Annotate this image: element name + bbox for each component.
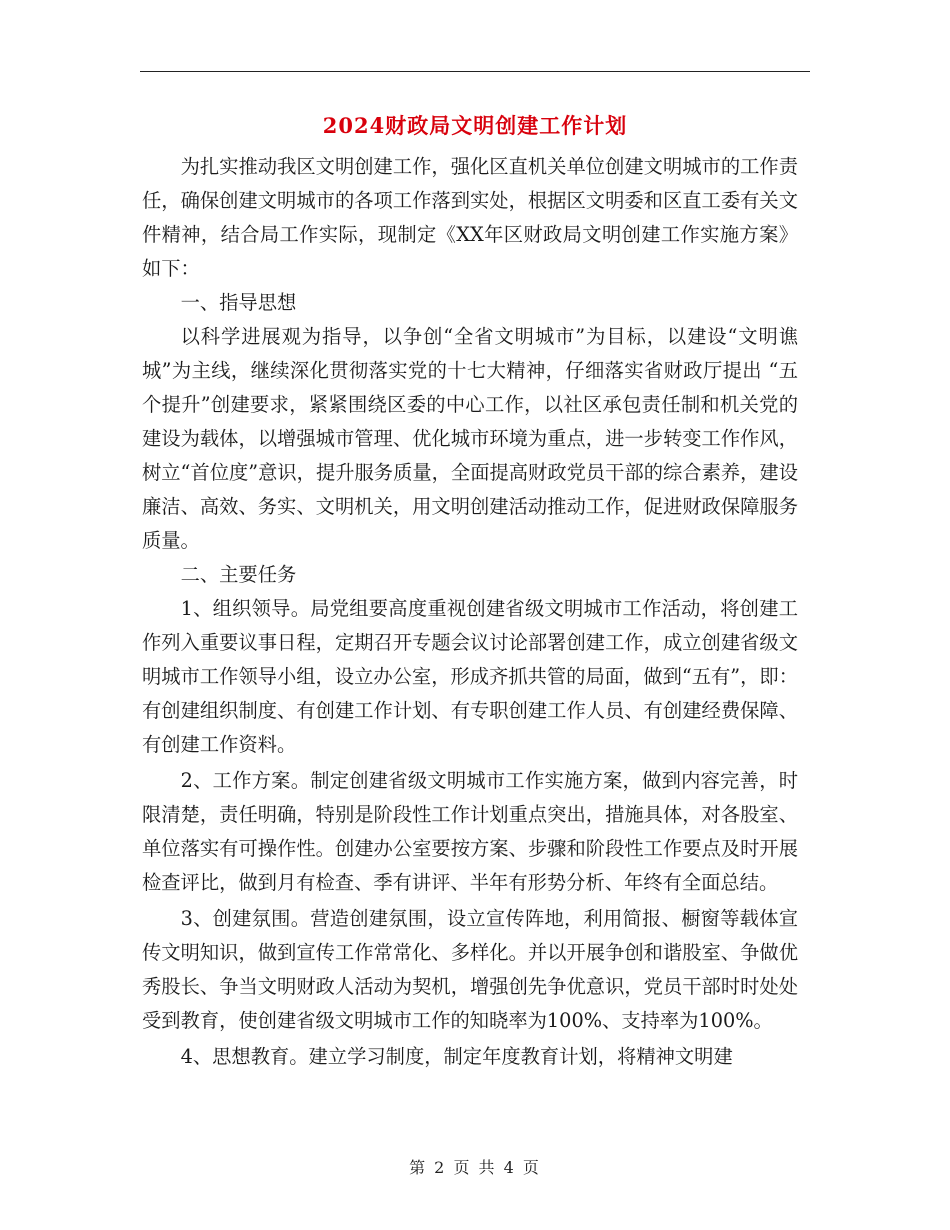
page-number-footer: 第 2 页 共 4 页 — [409, 1158, 541, 1177]
task-paragraph-organization: 1、组织领导。局党组要高度重视创建省级文明城市工作活动，将创建工作列入重要议事日程，定期召开专题会议讨论部署创建工作，成立创建省级文明城市工作领导小组，设立办公室，形成齐抓共管的局面，做到“五有”，即：有创建组织制度、有创建工作计划、有专职创建工作人员、有创建经费保障、有创建工作资料。 — [142, 597, 798, 756]
document-title: 2024财政局文明创建工作计划 — [322, 113, 628, 138]
task-paragraph-work-plan: 2、工作方案。制定创建省级文明城市工作实施方案，做到内容完善，时限清楚，责任明确，特别是阶段性工作计划重点突出，措施具体，对各股室、单位落实有可操作性。创建办公室要按方案、步骤和阶段性工作要点及时开展检查评比，做到月有检查、季有讲评、半年有形势分析、年终有全面总结。 — [142, 769, 798, 894]
task-paragraph-atmosphere: 3、创建氛围。营造创建氛围，设立宣传阵地，利用简报、橱窗等载体宣传文明知识，做到宣传工作常常化、多样化。并以开展争创和谐股室、争做优秀股长、争当文明财政人活动为契机，增强创先争优意识，党员干部时时处处受到教育，使创建省级文明城市工作的知晓率为100%、支持率为100%。 — [142, 907, 798, 1032]
header-rule — [140, 71, 810, 72]
intro-paragraph: 为扎实推动我区文明创建工作，强化区直机关单位创建文明城市的工作责任，确保创建文明城市的各项工作落到实处，根据区文明委和区直工委有关文件精神，结合局工作实际，现制定《XX年区财政局文明创建工作实施方案》如下： — [142, 155, 798, 280]
document-body — [142, 150, 798, 1074]
section-heading-main-tasks: 二、主要任务 — [180, 563, 297, 586]
task-paragraph-education: 4、思想教育。建立学习制度，制定年度教育计划，将精神文明建 — [180, 1045, 733, 1068]
guiding-ideology-paragraph: 以科学进展观为指导，以争创“全省文明城市”为目标，以建设“文明谯城”为主线，继续深化贯彻落实党的十七大精神，仔细落实省财政厅提出 “五个提升”创建要求，紧紧围绕区委的中心工作，以社区承包责任制和机关党的建设为载体，以增强城市管理、优化城市环境为重点，进一步转变工作作风，树立“首位度”意识，提升服务质量，全面提高财政党员干部的综合素养，建设廉洁、高效、务实、文明机关，用文明创建活动推动工作，促进财政保障服务质量。 — [142, 325, 798, 552]
section-heading-guiding-ideology: 一、指导思想 — [180, 291, 297, 314]
